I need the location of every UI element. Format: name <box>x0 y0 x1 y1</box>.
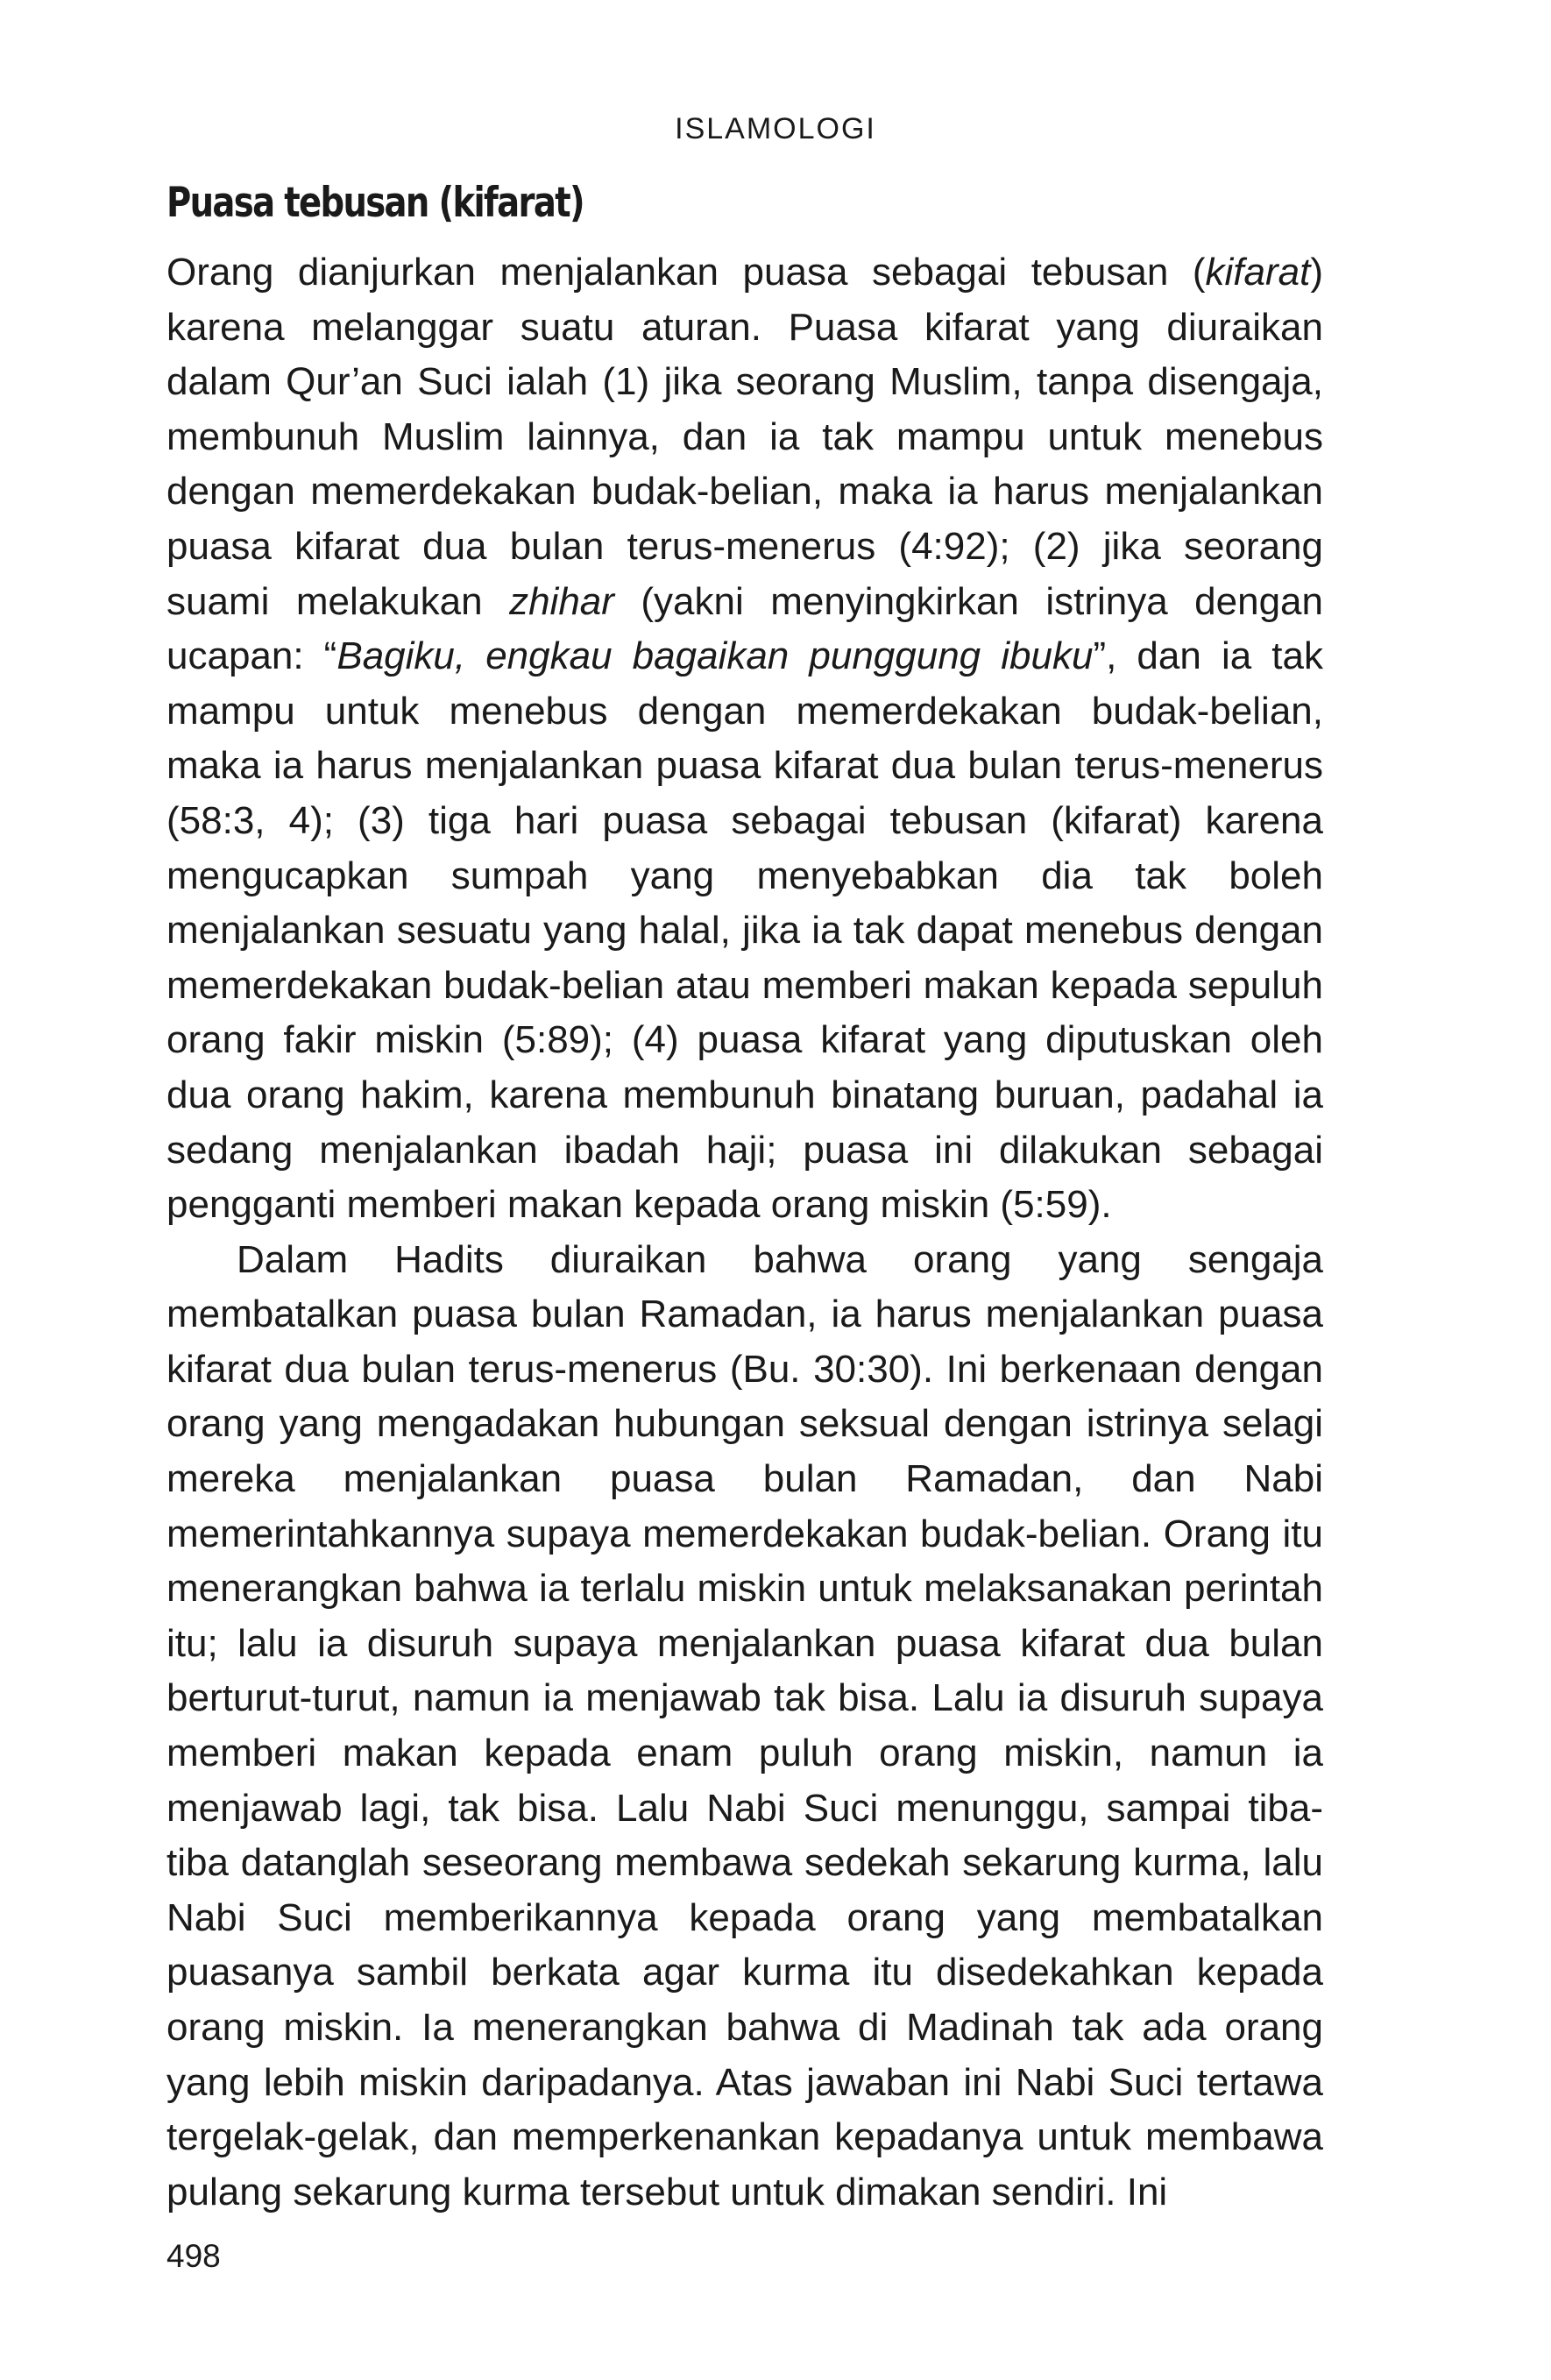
section-title: Puasa tebusan (kifarat) <box>166 179 584 227</box>
p1-text-b: ) karena melanggar suatu aturan. Puasa kifarat yang diuraikan dalam Qur’an Suci ialah (1) jika seorang Muslim, tanpa disengaja, membunuh Muslim lainnya, dan ia tak mampu untuk menebus dengan memerdekakan budak-belian, maka ia harus menjalankan puasa kifarat dua bulan terus-menerus (4:92); (2) jika seorang suami melakukan <box>166 251 1323 623</box>
p1-term-zhihar: zhihar <box>509 579 614 623</box>
p1-text-a: Orang dianjurkan menjalankan puasa sebagai tebusan ( <box>166 251 1206 294</box>
p1-quote: Bagiku, engkau bagaikan punggung ibuku <box>336 634 1094 678</box>
running-head: ISLAMOLOGI <box>675 112 876 145</box>
paragraph-2: Dalam Hadits diuraikan bahwa orang yang sengaja membatalkan puasa bulan Ramadan, ia harus menjalankan puasa kifarat dua bulan terus-menerus (Bu. 30:30). Ini berkenaan dengan orang yang mengadakan hubungan seksual dengan istrinya selagi mereka menjalankan puasa bulan Ramadan, dan Nabi memerintahkannya supaya memerdekakan budak-belian. Orang itu menerangkan bahwa ia terlalu miskin untuk melaksanakan perintah itu; lalu ia disuruh supaya menjalankan puasa kifarat dua bulan berturut-turut, namun ia menjawab tak bisa. Lalu ia disuruh supaya memberi makan kepada enam puluh orang miskin, namun ia menjawab lagi, tak bisa. Lalu Nabi Suci menunggu, sampai tiba-tiba datanglah seseorang membawa sedekah sekarung kurma, lalu Nabi Suci memberikannya kepada orang yang membatalkan puasanya sambil berkata agar kurma itu disedekahkan kepada orang miskin. Ia menerangkan bahwa di Madinah tak ada orang yang lebih miskin daripadanya. Atas jawaban ini Nabi Suci tertawa tergelak-gelak, dan memperkenankan kepadanya untuk membawa pulang sekarung kurma tersebut untuk dimakan sendiri. Ini <box>166 1237 1323 2214</box>
p1-text-c: (yakni menyingkirkan istrinya dengan ucapan: “ <box>166 579 1323 678</box>
body-text <box>166 245 1323 2220</box>
paragraph-1 <box>166 245 1323 1233</box>
p1-text-d: ”, dan ia tak mampu untuk menebus dengan memerdekakan budak-belian, maka ia harus menjalankan puasa kifarat dua bulan terus-menerus (58:3, 4); (3) tiga hari puasa sebagai tebusan (kifarat) karena mengucapkan sumpah yang menyebabkan dia tak boleh menjalankan sesuatu yang halal, jika ia tak dapat menebus dengan memerdekakan budak-belian atau memberi makan kepada sepuluh orang fakir miskin (5:89); (4) puasa kifarat yang diputuskan oleh dua orang hakim, karena membunuh binatang buruan, padahal ia sedang menjalankan ibadah haji; puasa ini dilakukan sebagai pengganti memberi makan kepada orang miskin (5:59). <box>166 634 1323 1227</box>
page-number: 498 <box>166 2238 221 2274</box>
p1-term-kifarat: kifarat <box>1205 251 1311 294</box>
